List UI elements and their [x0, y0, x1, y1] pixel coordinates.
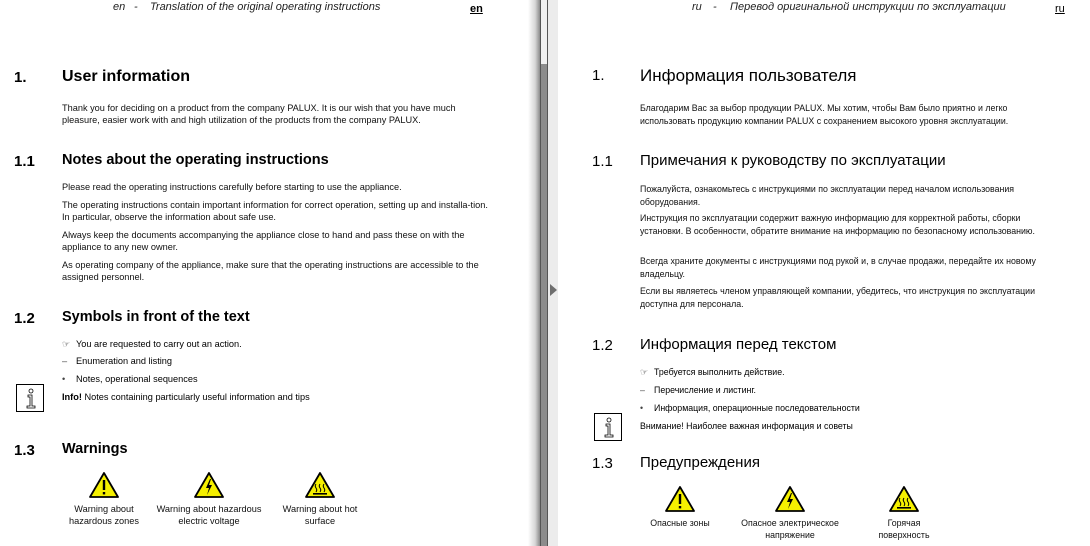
section-number: 1.2 [14, 310, 35, 327]
section-number: 1.3 [592, 455, 613, 472]
warning-item [630, 485, 730, 529]
section-title: Информация перед текстом [640, 336, 837, 353]
section-number: 1.1 [14, 153, 35, 170]
warning-item [54, 471, 154, 527]
warning-hot-surface-icon [305, 471, 335, 499]
document-page-russian [558, 0, 1090, 546]
info-icon [16, 384, 44, 412]
bullet-icon: • [640, 403, 644, 413]
section-title: Примечания к руководству по эксплуатации [640, 152, 946, 169]
warning-item [270, 471, 370, 527]
warning-item [154, 471, 264, 527]
symbol-text: Информация, операционные последовательности [654, 403, 860, 413]
section-title: Предупреждения [640, 454, 760, 471]
info-icon [594, 413, 622, 441]
scrollbar-thumb[interactable] [541, 64, 547, 546]
warning-exclamation-icon [665, 485, 695, 513]
paragraph: Please read the operating instructions carefully before starting to use the appliance. [62, 182, 402, 192]
paragraph: The operating instructions contain important information for correct operation, setting up and installa-tion. In particular, observe the information about safe use. [62, 200, 488, 222]
section-number: 1. [14, 69, 27, 86]
pointing-hand-icon: ☞ [62, 339, 71, 349]
section-title: Warnings [62, 441, 128, 457]
symbol-item [62, 338, 242, 350]
warning-label-line1: Warning about [74, 504, 134, 514]
warning-exclamation-icon [89, 471, 119, 499]
page-header-title: Перевод оригинальной инструкции по эксплуатации [730, 1, 1006, 13]
info-note: Внимание! Наиболее важная информация и советы [640, 421, 853, 431]
warning-hot-surface-icon [889, 485, 919, 513]
symbol-item [640, 402, 860, 414]
bullet-icon: • [62, 374, 66, 384]
warning-label-line2: поверхность [878, 530, 930, 540]
page-header-sep: - [134, 1, 138, 13]
section-title: Notes about the operating instructions [62, 152, 329, 168]
splitter-strip[interactable] [548, 0, 558, 546]
page-header-code: ru [1055, 3, 1065, 15]
info-text: Notes containing particularly useful information and tips [81, 392, 310, 402]
section-number: 1. [592, 67, 605, 84]
info-label: Info! [62, 392, 82, 402]
symbol-item [62, 373, 198, 385]
warning-label-line1: Горячая [887, 518, 921, 528]
paragraph: Always keep the documents accompanying the appliance close to hand and pass these on with the appliance to any new owner. [62, 230, 465, 252]
paragraph: Пожалуйста, ознакомьтесь с инструкциями по эксплуатации перед началом использования оборудования. [640, 184, 1015, 207]
symbol-text: Notes, operational sequences [76, 374, 198, 384]
info-note [62, 391, 310, 403]
warning-electric-icon [775, 485, 805, 513]
page-header-sep: - [713, 1, 717, 13]
warning-label-line2: hazardous zones [69, 516, 139, 526]
symbol-item [640, 384, 756, 396]
symbol-text: Требуется выполнить действие. [654, 367, 785, 377]
paragraph: Thank you for deciding on a product from the company PALUX. It is our wish that you have much pleasure, easier work with and high utilization of the products from the company PALUX. [62, 103, 456, 125]
warning-item [854, 485, 954, 541]
paragraph: Благодарим Вас за выбор продукции PALUX. Мы хотим, чтобы Вам было приятно и легко использовать продукцию компании PALUX с сохранением высокого уровня эксплуатации. [640, 103, 1009, 126]
warning-label-line1: Опасные зоны [650, 518, 710, 528]
warning-label-line1: Опасное электрическое [741, 518, 839, 528]
page-shadow [528, 0, 540, 546]
warning-label-line1: Warning about hot [282, 504, 358, 514]
document-page-english [0, 0, 528, 546]
symbol-item [62, 355, 172, 367]
page-header-lang: en [113, 1, 126, 13]
warning-label-line1: Warning about hazardous [156, 504, 262, 514]
paragraph: Всегда храните документы с инструкциями под рукой и, в случае продажи, передайте их новому владельцу. [640, 256, 1036, 279]
paragraph: Если вы являетесь членом управляющей компании, убедитесь, что инструкция по эксплуатации доступна для персонала. [640, 286, 1035, 309]
warning-label-line2: surface [304, 516, 336, 526]
page-header-lang: ru [692, 1, 702, 13]
symbol-text: Enumeration and listing [76, 356, 173, 366]
page-header-title: Translation of the original operating instructions [150, 1, 381, 13]
pane-divider [528, 0, 558, 546]
section-title: Информация пользователя [640, 66, 857, 85]
paragraph: Инструкция по эксплуатации содержит важную информацию для корректной работы, сборки установки. В особенности, обратите внимание на информацию по безопасному использованию. [640, 213, 1035, 236]
pointing-hand-icon: ☞ [640, 367, 648, 377]
warning-item [730, 485, 850, 541]
page-header-code: en [470, 3, 483, 15]
dash-icon: – [62, 356, 68, 366]
section-title: Symbols in front of the text [62, 309, 250, 325]
warning-electric-icon [194, 471, 224, 499]
section-number: 1.1 [592, 153, 613, 170]
symbol-item [640, 366, 785, 378]
expand-arrow-icon[interactable] [550, 284, 557, 296]
dash-icon: – [640, 385, 645, 395]
section-number: 1.2 [592, 337, 613, 354]
warning-label-line2: напряжение [765, 530, 815, 540]
symbol-text: Перечисление и листинг. [654, 385, 756, 395]
paragraph: As operating company of the appliance, make sure that the operating instructions are accessible to the assigned personnel. [62, 260, 479, 282]
section-number: 1.3 [14, 442, 35, 459]
section-title: User information [62, 68, 191, 85]
warning-label-line2: electric voltage [178, 516, 240, 526]
symbol-text: You are requested to carry out an action. [76, 339, 242, 349]
